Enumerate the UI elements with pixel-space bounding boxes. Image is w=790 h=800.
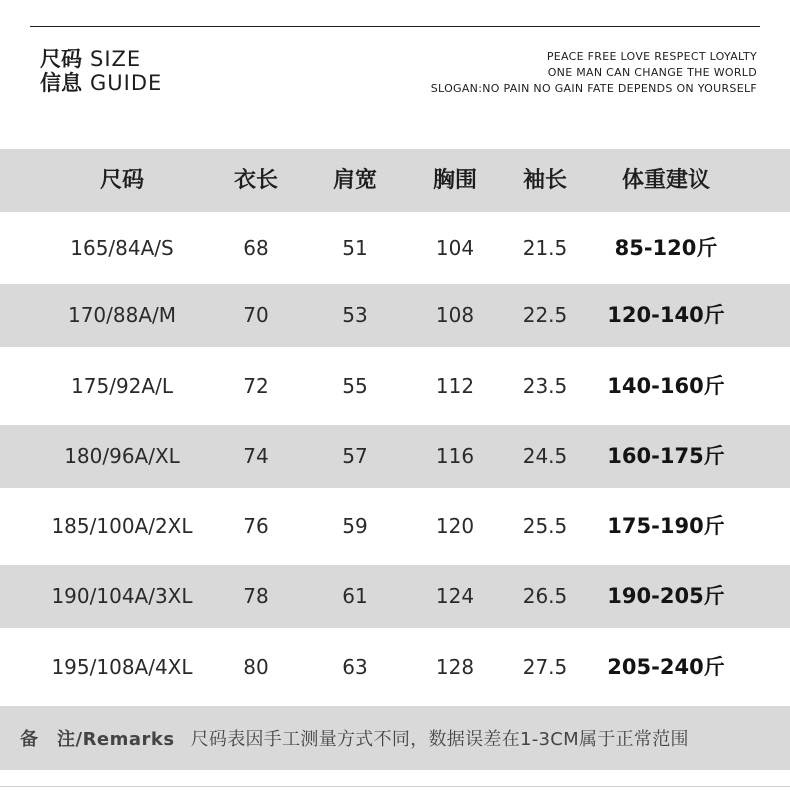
chest-cell: 124 — [435, 584, 475, 608]
brand-cn-line1: 尺码 — [40, 47, 82, 71]
remarks-label: 备 注/Remarks — [20, 729, 175, 750]
slogan-line: ONE MAN CAN CHANGE THE WORLD — [547, 66, 757, 79]
shoulder-cell: 59 — [342, 514, 368, 538]
table-header-row — [0, 149, 790, 212]
shoulder-cell: 53 — [342, 303, 368, 327]
table-row — [0, 488, 790, 565]
size-cell: 195/108A/4XL — [51, 655, 193, 679]
length-cell: 70 — [243, 303, 269, 327]
length-cell: 78 — [243, 584, 269, 608]
brand-block — [40, 47, 162, 95]
header-shoulder: 肩宽 — [332, 168, 377, 193]
table-row — [0, 628, 790, 706]
size-cell: 170/88A/M — [67, 303, 177, 327]
slogan-line: SLOGAN:NO PAIN NO GAIN FATE DEPENDS ON YOURSELF — [430, 82, 757, 95]
header-chest: 胸围 — [432, 168, 477, 193]
table-row — [0, 212, 790, 284]
chest-cell: 116 — [435, 444, 475, 468]
slogan-line: PEACE FREE LOVE RESPECT LOYALTY — [546, 50, 757, 63]
size-cell: 190/104A/3XL — [51, 584, 193, 608]
sleeve-cell: 24.5 — [522, 444, 568, 468]
table-row — [0, 425, 790, 488]
chest-cell: 128 — [435, 655, 475, 679]
brand-title-cn — [40, 47, 90, 95]
header-sleeve: 袖长 — [522, 168, 567, 193]
table-row — [0, 284, 790, 347]
size-cell: 175/92A/L — [71, 374, 173, 398]
sleeve-cell: 25.5 — [522, 514, 568, 538]
chest-cell: 120 — [435, 514, 475, 538]
sleeve-cell: 22.5 — [522, 303, 568, 327]
shoulder-cell: 51 — [342, 236, 368, 260]
table-row — [0, 347, 790, 425]
brand-en-line1: SIZE — [90, 47, 142, 71]
shoulder-cell: 55 — [342, 374, 368, 398]
length-cell: 72 — [243, 374, 269, 398]
shoulder-cell: 63 — [342, 655, 368, 679]
header-length: 衣长 — [233, 168, 278, 193]
size-cell: 185/100A/2XL — [51, 514, 193, 538]
sleeve-cell: 26.5 — [522, 584, 568, 608]
top-divider — [30, 26, 760, 27]
length-cell: 76 — [243, 514, 269, 538]
weight-cell: 205-240斤 — [607, 655, 725, 679]
header-size: 尺码 — [99, 168, 144, 193]
slogan-block — [431, 49, 757, 97]
sleeve-cell: 23.5 — [522, 374, 568, 398]
chest-cell: 108 — [435, 303, 475, 327]
brand-en-line2: GUIDE — [90, 71, 163, 95]
bottom-divider — [0, 786, 790, 787]
remarks-bar — [0, 706, 790, 770]
brand-cn-line2: 信息 — [40, 71, 82, 95]
weight-cell: 85-120斤 — [614, 236, 718, 260]
sleeve-cell: 21.5 — [522, 236, 568, 260]
brand-title-en — [90, 47, 162, 95]
weight-cell: 190-205斤 — [607, 584, 725, 608]
weight-cell: 175-190斤 — [607, 514, 725, 538]
length-cell: 74 — [243, 444, 269, 468]
remarks-text: 尺码表因手工测量方式不同，数据误差在1-3CM属于正常范围 — [190, 729, 689, 750]
length-cell: 68 — [243, 236, 269, 260]
size-cell: 165/84A/S — [70, 236, 174, 260]
shoulder-cell: 57 — [342, 444, 368, 468]
shoulder-cell: 61 — [342, 584, 368, 608]
chest-cell: 104 — [435, 236, 475, 260]
weight-cell: 140-160斤 — [607, 374, 725, 398]
weight-cell: 160-175斤 — [607, 444, 725, 468]
length-cell: 80 — [243, 655, 269, 679]
size-cell: 180/96A/XL — [64, 444, 180, 468]
sleeve-cell: 27.5 — [522, 655, 568, 679]
weight-cell: 120-140斤 — [607, 303, 725, 327]
table-row — [0, 565, 790, 628]
chest-cell: 112 — [435, 374, 475, 398]
header-weight: 体重建议 — [621, 168, 710, 193]
